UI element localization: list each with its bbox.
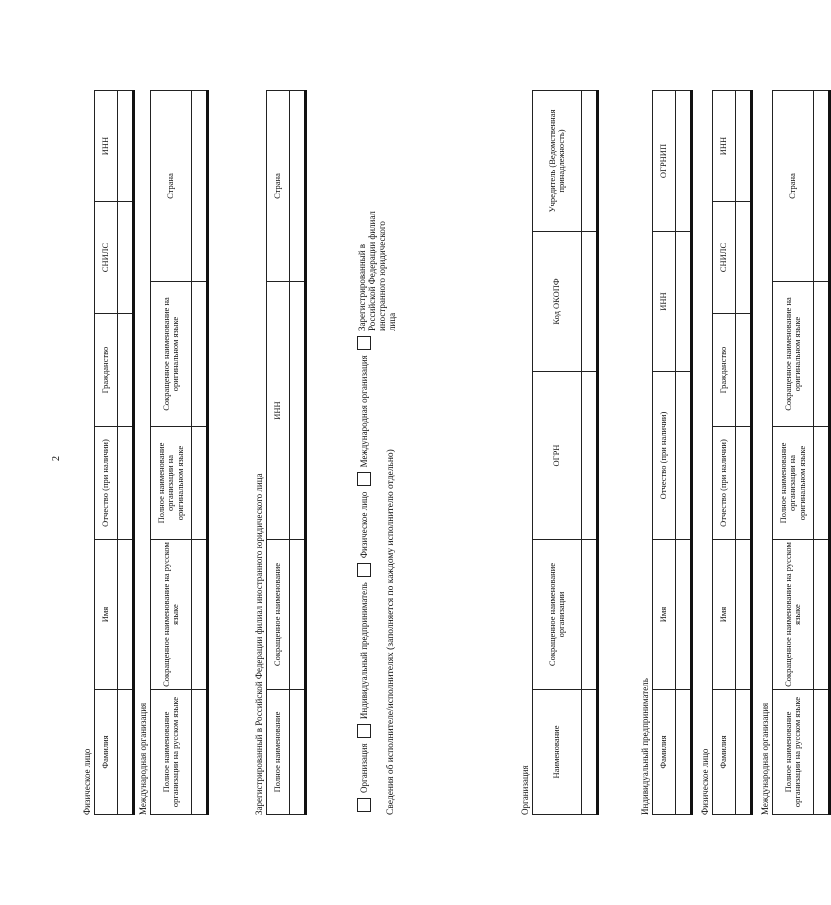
input-cell[interactable] [676, 372, 692, 540]
header-cell: Гражданство [95, 314, 118, 427]
header-cell: Отчество (при наличии) [653, 372, 676, 540]
header-cell: Сокращенное наименование организации [533, 540, 582, 690]
header-cell: Имя [95, 540, 118, 690]
input-cell[interactable] [582, 232, 598, 372]
page-number: 2 [51, 456, 62, 461]
header-cell: ИНН [653, 232, 676, 372]
intorg-table-2 [772, 90, 831, 815]
header-cell: Фамилия [653, 690, 676, 815]
header-cell: Полное наименование [267, 690, 290, 815]
input-cell[interactable] [736, 314, 752, 427]
input-cell[interactable] [582, 372, 598, 540]
header-cell: Отчество (при наличии) [95, 427, 118, 540]
header-cell: Код ОКОПФ [533, 232, 582, 372]
header-cell: Сокращенное наименование на русском языке [151, 540, 192, 690]
entrepreneur-table [652, 90, 693, 815]
section-title-person: Физическое лицо [82, 748, 92, 815]
input-cell[interactable] [814, 91, 830, 282]
header-cell: Сокращенное наименование [267, 540, 290, 690]
header-cell: СНИЛС [95, 202, 118, 314]
input-cell[interactable] [192, 690, 208, 815]
input-cell[interactable] [118, 540, 134, 690]
input-cell[interactable] [582, 540, 598, 690]
organization-table [532, 90, 599, 815]
input-cell[interactable] [118, 91, 134, 202]
checkbox-organization[interactable] [357, 798, 371, 812]
checkbox-individual-entrepreneur[interactable] [357, 724, 371, 738]
checkbox-international-organization[interactable] [357, 472, 371, 486]
input-cell[interactable] [814, 690, 830, 815]
input-cell[interactable] [736, 690, 752, 815]
input-cell[interactable] [118, 314, 134, 427]
branch-table [266, 90, 307, 815]
input-cell[interactable] [736, 427, 752, 540]
checkbox-label: Индивидуальный предприниматель [359, 582, 369, 720]
header-cell: Гражданство [713, 314, 736, 427]
header-cell: Полное наименование организации на оригинальном языке [773, 427, 814, 540]
checkbox-individual[interactable] [357, 563, 371, 577]
input-cell[interactable] [290, 282, 306, 540]
input-cell[interactable] [582, 91, 598, 232]
section-title-branch: Зарегистрированный в Российской Федерации филиал иностранного юридического лица [254, 473, 264, 815]
header-cell: Страна [151, 91, 192, 282]
header-cell: Имя [653, 540, 676, 690]
header-cell: Фамилия [713, 690, 736, 815]
header-cell: ИНН [95, 91, 118, 202]
input-cell[interactable] [676, 690, 692, 815]
person-table-2 [712, 90, 753, 815]
header-cell: ОГРНИП [653, 91, 676, 232]
input-cell[interactable] [676, 91, 692, 232]
section-title-intorg: Международная организация [138, 702, 148, 815]
executors-intro: Сведения об исполнителе/исполнителях (заполняется по каждому исполнителю отдельно) [386, 449, 396, 815]
checkbox-label: Зарегистрированный в Российской Федерации филиал иностранного юридического лица [357, 211, 397, 331]
input-cell[interactable] [736, 91, 752, 202]
input-cell[interactable] [736, 202, 752, 314]
input-cell[interactable] [736, 540, 752, 690]
input-cell[interactable] [582, 690, 598, 815]
input-cell[interactable] [676, 232, 692, 372]
checkbox-label: Организация [359, 743, 369, 793]
input-cell[interactable] [290, 690, 306, 815]
header-cell: Фамилия [95, 690, 118, 815]
section-title-entrepreneur: Индивидуальный предприниматель [640, 678, 650, 815]
header-cell: Сокращенное наименование на оригинальном языке [151, 282, 192, 427]
intorg-table [150, 90, 209, 815]
header-cell: Сокращенное наименование на русском языке [773, 540, 814, 690]
header-cell: Имя [713, 540, 736, 690]
person-table [94, 90, 135, 815]
input-cell[interactable] [118, 202, 134, 314]
input-cell[interactable] [814, 540, 830, 690]
section-title-organization: Организация [520, 765, 530, 815]
input-cell[interactable] [814, 427, 830, 540]
header-cell: Страна [267, 91, 290, 282]
input-cell[interactable] [118, 690, 134, 815]
checkbox-foreign-branch[interactable] [357, 336, 371, 350]
section-title-intorg: Международная организация [760, 702, 770, 815]
input-cell[interactable] [192, 282, 208, 427]
header-cell: Сокращенное наименование на оригинальном языке [773, 282, 814, 427]
header-cell: Отчество (при наличии) [713, 427, 736, 540]
input-cell[interactable] [192, 427, 208, 540]
input-cell[interactable] [290, 91, 306, 282]
input-cell[interactable] [192, 540, 208, 690]
header-cell: ИНН [267, 282, 290, 540]
header-cell: Полное наименование организации на русском языке [151, 690, 192, 815]
header-cell: Полное наименование организации на русском языке [773, 690, 814, 815]
section-title-person: Физическое лицо [700, 748, 710, 815]
input-cell[interactable] [814, 282, 830, 427]
input-cell[interactable] [290, 540, 306, 690]
input-cell[interactable] [192, 91, 208, 282]
header-cell: Полное наименование организации на оригинальном языке [151, 427, 192, 540]
header-cell: Наименование [533, 690, 582, 815]
checkbox-label: Физическое лицо [359, 491, 369, 559]
header-cell: Учредитель (Ведомственная принадлежность) [533, 91, 582, 232]
input-cell[interactable] [118, 427, 134, 540]
header-cell: ИНН [713, 91, 736, 202]
input-cell[interactable] [676, 540, 692, 690]
header-cell: Страна [773, 91, 814, 282]
header-cell: СНИЛС [713, 202, 736, 314]
header-cell: ОГРН [533, 372, 582, 540]
checkbox-label: Международная организация [359, 355, 369, 468]
